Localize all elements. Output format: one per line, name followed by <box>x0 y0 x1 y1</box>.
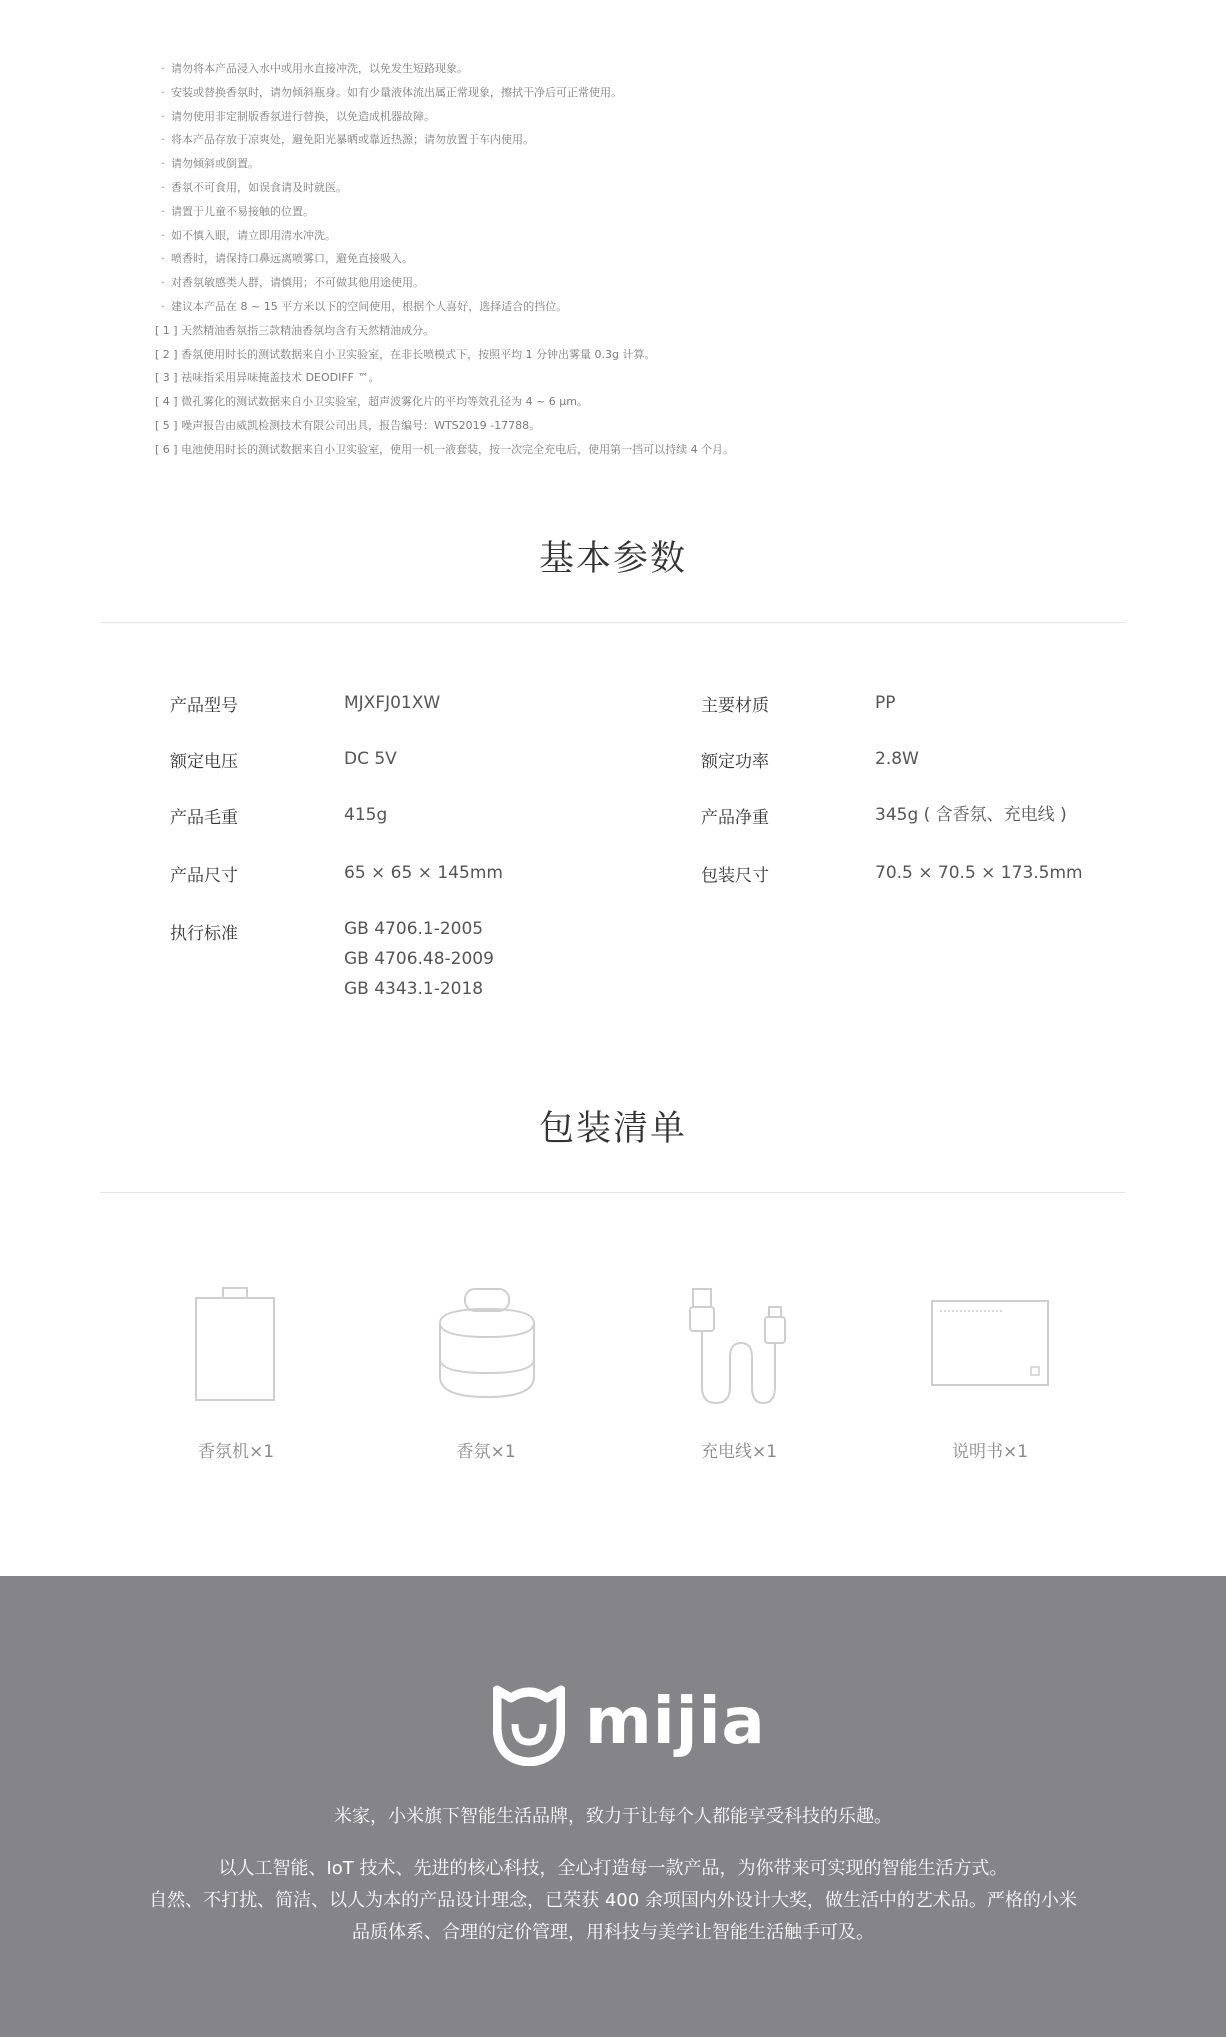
note-item: · 请勿将本产品浸入水中或用水直接冲洗，以免发生短路现象。 <box>161 62 468 75</box>
footer-description-line: 品质体系、合理的定价管理，用科技与美学让智能生活触手可及。 <box>352 1922 874 1943</box>
spec-label: 执行标准 <box>170 924 238 944</box>
mijia-logo-text: mijia <box>585 1685 766 1759</box>
note-item: · 如不慎入眼，请立即用清水冲洗。 <box>161 228 336 242</box>
package-divider <box>100 1192 1126 1193</box>
specs-title: 基本参数 <box>538 539 687 579</box>
mijia-logo <box>493 1684 773 1766</box>
fragrance-bottle-icon <box>435 1285 540 1405</box>
footer-description-line: 以人工智能、IoT 技术、先进的核心科技，全心打造每一款产品，为你带来可实现的智能生活方式。 <box>218 1858 1008 1879</box>
spec-value: PP <box>875 693 896 713</box>
spec-value: 65 × 65 × 145mm <box>344 863 503 883</box>
note-item: · 请置于儿童不易接触的位置。 <box>161 204 314 218</box>
manual-icon <box>930 1299 1052 1389</box>
package-item-label: 香氛×1 <box>456 1442 516 1462</box>
mijia-logo-icon <box>493 1684 565 1766</box>
brand-footer <box>0 1576 1226 2037</box>
package-item-label: 香氛机×1 <box>197 1442 275 1462</box>
spec-label: 产品型号 <box>170 696 238 716</box>
diffuser-icon <box>190 1285 280 1405</box>
spec-label: 额定电压 <box>170 752 238 772</box>
spec-label: 产品毛重 <box>170 808 238 828</box>
usb-cable-icon <box>685 1285 795 1405</box>
package-item-label: 充电线×1 <box>700 1442 778 1462</box>
precautions-list <box>155 57 1115 462</box>
footer-tagline: 米家，小米旗下智能生活品牌，致力于让每个人都能享受科技的乐趣。 <box>334 1806 892 1827</box>
spec-value: GB 4343.1-2018 <box>344 979 484 999</box>
note-item: · 将本产品存放于凉爽处，避免阳光暴晒或靠近热源；请勿放置于车内使用。 <box>161 133 534 147</box>
spec-label: 产品净重 <box>701 808 769 828</box>
specs-divider <box>100 622 1126 623</box>
reference-item: [ 2 ] 香氛使用时长的测试数据来自小卫实验室，在非长喷模式下，按照平均 1 分钟出雾量 0.3g 计算。 <box>155 347 656 361</box>
note-item: · 香氛不可食用，如误食请及时就医。 <box>161 180 347 194</box>
spec-label: 主要材质 <box>701 696 769 716</box>
spec-value: DC 5V <box>344 749 397 769</box>
note-item: · 对香氛敏感类人群，请慎用；不可做其他用途使用。 <box>161 276 424 290</box>
reference-item: [ 6 ] 电池使用时长的测试数据来自小卫实验室，使用一机一液套装，按一次完全充电后，使用第一挡可以持续 4 个月。 <box>155 442 735 456</box>
spec-value: 415g <box>344 805 388 825</box>
reference-item: [ 4 ] 微孔雾化的测试数据来自小卫实验室，超声波雾化片的平均等效孔径为 4 ~ 6 μm。 <box>155 395 588 409</box>
note-item: · 安装或替换香氛时，请勿倾斜瓶身。如有少量液体流出属正常现象，擦拭干净后可正常使用。 <box>161 85 622 99</box>
spec-value: GB 4706.48-2009 <box>344 949 494 969</box>
spec-value: GB 4706.1-2005 <box>344 919 484 939</box>
package-title: 包装清单 <box>538 1109 687 1149</box>
reference-item: [ 5 ] 噪声报告由威凯检测技术有限公司出具，报告编号：WTS2019 -17788。 <box>155 418 541 432</box>
footer-description-line: 自然、不打扰、简洁、以人为本的产品设计理念，已荣获 400 余项国内外设计大奖，做生活中的艺术品。严格的小米 <box>149 1890 1077 1911</box>
spec-value: 2.8W <box>875 749 919 769</box>
reference-item: [ 1 ] 天然精油香氛指三款精油香氛均含有天然精油成分。 <box>155 323 435 337</box>
spec-label: 额定功率 <box>701 752 769 772</box>
note-item: · 建议本产品在 8 ~ 15 平方米以下的空间使用，根据个人喜好，选择适合的挡位。 <box>161 299 568 313</box>
note-item: · 请勿使用非定制版香氛进行替换，以免造成机器故障。 <box>161 109 435 123</box>
note-item: · 喷香时，请保持口鼻远离喷雾口，避免直接吸入。 <box>161 252 413 266</box>
spec-value: 345g ( 含香氛、充电线 ) <box>875 805 1067 825</box>
package-item-label: 说明书×1 <box>951 1442 1029 1462</box>
spec-value: 70.5 × 70.5 × 173.5mm <box>875 863 1083 883</box>
spec-label: 包装尺寸 <box>701 866 769 886</box>
note-item: · 请勿倾斜或倒置。 <box>161 157 259 171</box>
reference-item: [ 3 ] 祛味指采用异味掩盖技术 DEODIFF ™。 <box>155 371 380 385</box>
spec-value: MJXFJ01XW <box>344 693 441 713</box>
spec-label: 产品尺寸 <box>170 866 238 886</box>
